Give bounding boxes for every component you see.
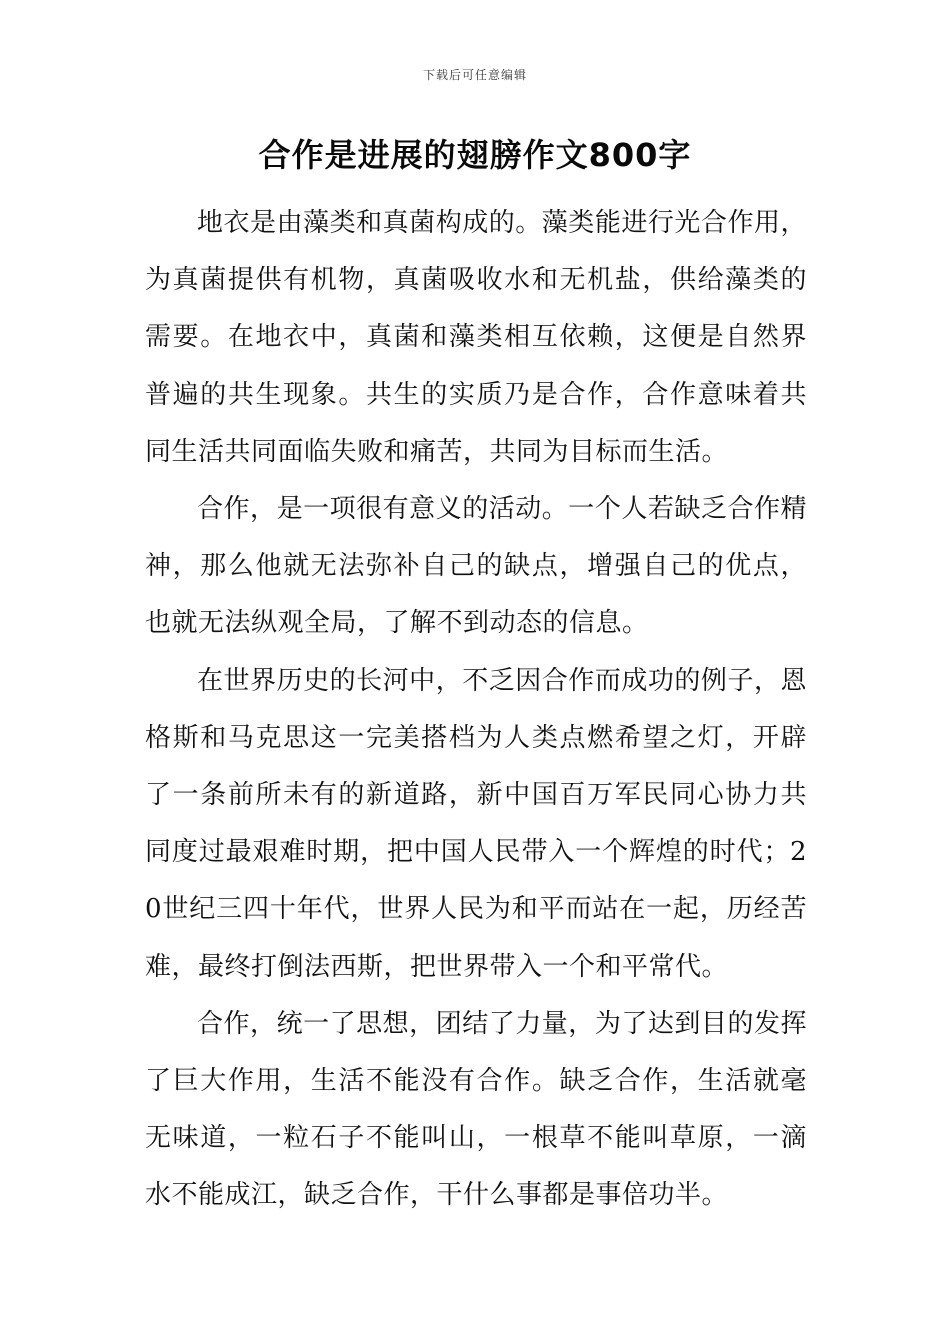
paragraph-1: 地衣是由藻类和真菌构成的。藻类能进行光合作用，为真菌提供有机物，真菌吸收水和无机盐，供给藻类的需要。在地衣中，真菌和藻类相互依赖，这便是自然界普遍的共生现象。共生的实质乃是合作，合作意味着共同生活共同面临失败和痛苦，共同为目标而生活。 [145,208,807,467]
paragraph-4: 合作，统一了思想，团结了力量，为了达到目的发挥了巨大作用，生活不能没有合作。缺乏合作，生活就毫无味道，一粒石子不能叫山，一根草不能叫草原，一滴水不能成江，缺乏合作，干什么事都是事倍功半。 [145,1008,807,1211]
paragraph-2: 合作，是一项很有意义的活动。一个人若缺乏合作精神，那么他就无法弥补自己的缺点，增强自己的优点，也就无法纵观全局，了解不到动态的信息。 [145,494,807,639]
document-body [145,195,807,1225]
paragraph-3: 在世界历史的长河中，不乏因合作而成功的例子，恩格斯和马克思这一完美搭档为人类点燃希望之灯，开辟了一条前所未有的新道路，新中国百万军民同心协力共同度过最艰难时期，把中国人民带入一个辉煌的时代；20世纪三四十年代，世界人民为和平而站在一起，历经苦难，最终打倒法西斯，把世界带入一个和平常代。 [145,665,807,982]
header-note: 下载后可任意编辑 [422,68,527,82]
document-title: 合作是进展的翅膀作文800字 [258,136,692,174]
